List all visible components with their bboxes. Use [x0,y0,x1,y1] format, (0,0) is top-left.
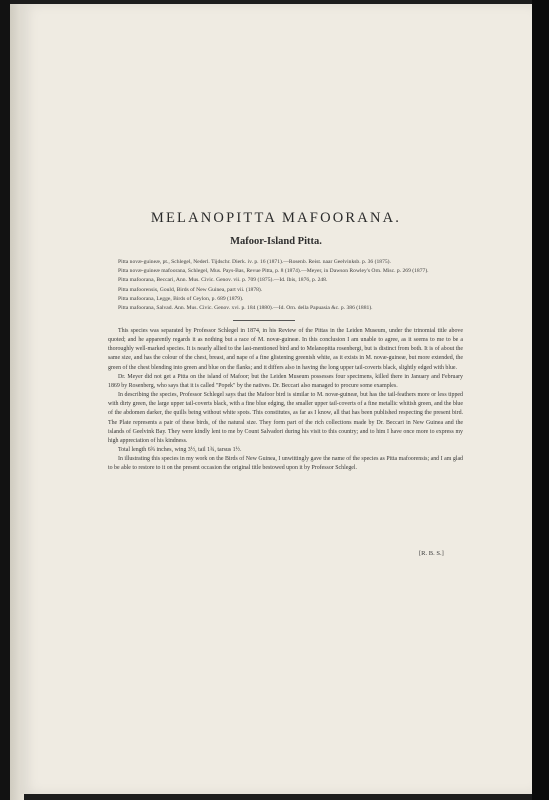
synonymy-references [118,258,458,313]
body-paragraph: Dr. Meyer did not get a Pitta on the island of Mafoor; but the Leiden Museum possesses four specimens, killed there in January and February 1869 by Rosenberg, who says that it is called "Popek" by the natives. Dr. Beccari also managed to procure some examples. [108,373,463,389]
body-paragraph: Total length 6¾ inches, wing 3½, tail 1¾, tarsus 1½. [118,447,242,454]
reference-line: Pitta novæ-guineæ, pt., Schlegel, Nederl. Tijdschr. Dierk. iv. p. 16 (1871).—Rosenb. Reist. naar Geelvinksb. p. 36 (1875). [118,259,391,265]
species-description [108,327,463,474]
reference-line: Pitta novæ-guineæ mafoorana, Schlegel, Mus. Pays-Bas, Revue Pitta, p. 8 (1874).—Meyer, in Dawson Rowley's Orn. Misc. p. 269 (1877). [118,268,429,275]
book-right-shadow [532,0,549,800]
species-title: MELANOPITTA MAFOORANA. [150,210,402,226]
reference-line: Pitta mafoorana, Legge, Birds of Ceylon, p. 689 (1879). [118,295,244,302]
body-paragraph: In describing the species, Professor Schlegel says that the Mafoor bird is similar to M. novæ-guineæ, but has the tail-feathers more or less tipped with dirty green, the large upper tail-coverts black, with a fine blue edging, the smaller upper tail-coverts of a fine metallic whitish green, and the blue of the abdomen darker, the quills being without white spots. This constitutes, as far as I know, all that has been published respecting the present bird. The Plate represents a pair of these birds, of the natural size. They form part of the rich collections made by Dr. Beccari in New Guinea and the islands of Geelvink Bay. They were kindly lent to me by Count Salvadori during his visit to this country; and to him I have once more to express my high appreciation of his kindness. [108,392,463,444]
body-paragraph: This species was separated by Professor Schlegel in 1874, in his Review of the Pittas in the Leiden Museum, under the trinomial title above quoted; and he apparently regards it as nothing but a race of M. novæ-guineæ. In this conclusion I am unable to agree, as it seems to me to be a thoroughly well-marked species. It is nearly allied to the last-mentioned bird and to Melanopitta rosenbergi, but is distinct from both. It is of about the same size, and has the colour of the chest, breast, and nape of a fine glistening greenish white, as it exists in M. novæ-guineæ, but more extended, the green of the chest blending into green and blue on the flanks; and it differs also in having the long upper tail-coverts black, slightly edged with blue. [108,328,463,371]
author-initials: [R. B. S.] [419,550,444,557]
reference-line: Pitta mafoorana, Salvad. Ann. Mus. Civic. Genov. xvi. p. 184 (1880).—Id. Orn. della Papuasia &c. p. 386 (1881). [118,305,373,312]
section-divider [233,320,295,321]
book-page [20,4,532,794]
body-paragraph: In illustrating this species in my work on the Birds of New Guinea, I unwittingly gave the name of the species as Pitta mafoorensis; and I am glad to be able to restore to it on the present occasion the original title bestowed upon it by Professor Schlegel. [108,456,463,472]
book-left-shadow [0,0,10,800]
reference-line: Pitta mafoorensis, Gould, Birds of New Guinea, part vii. (1878). [118,286,263,293]
species-common-name: Mafoor-Island Pitta. [230,236,322,247]
reference-line: Pitta mafoorana, Beccari, Ann. Mus. Civic. Genov. vii. p. 709 (1875).—Id. Ibis, 1876, p. 248. [118,277,328,284]
